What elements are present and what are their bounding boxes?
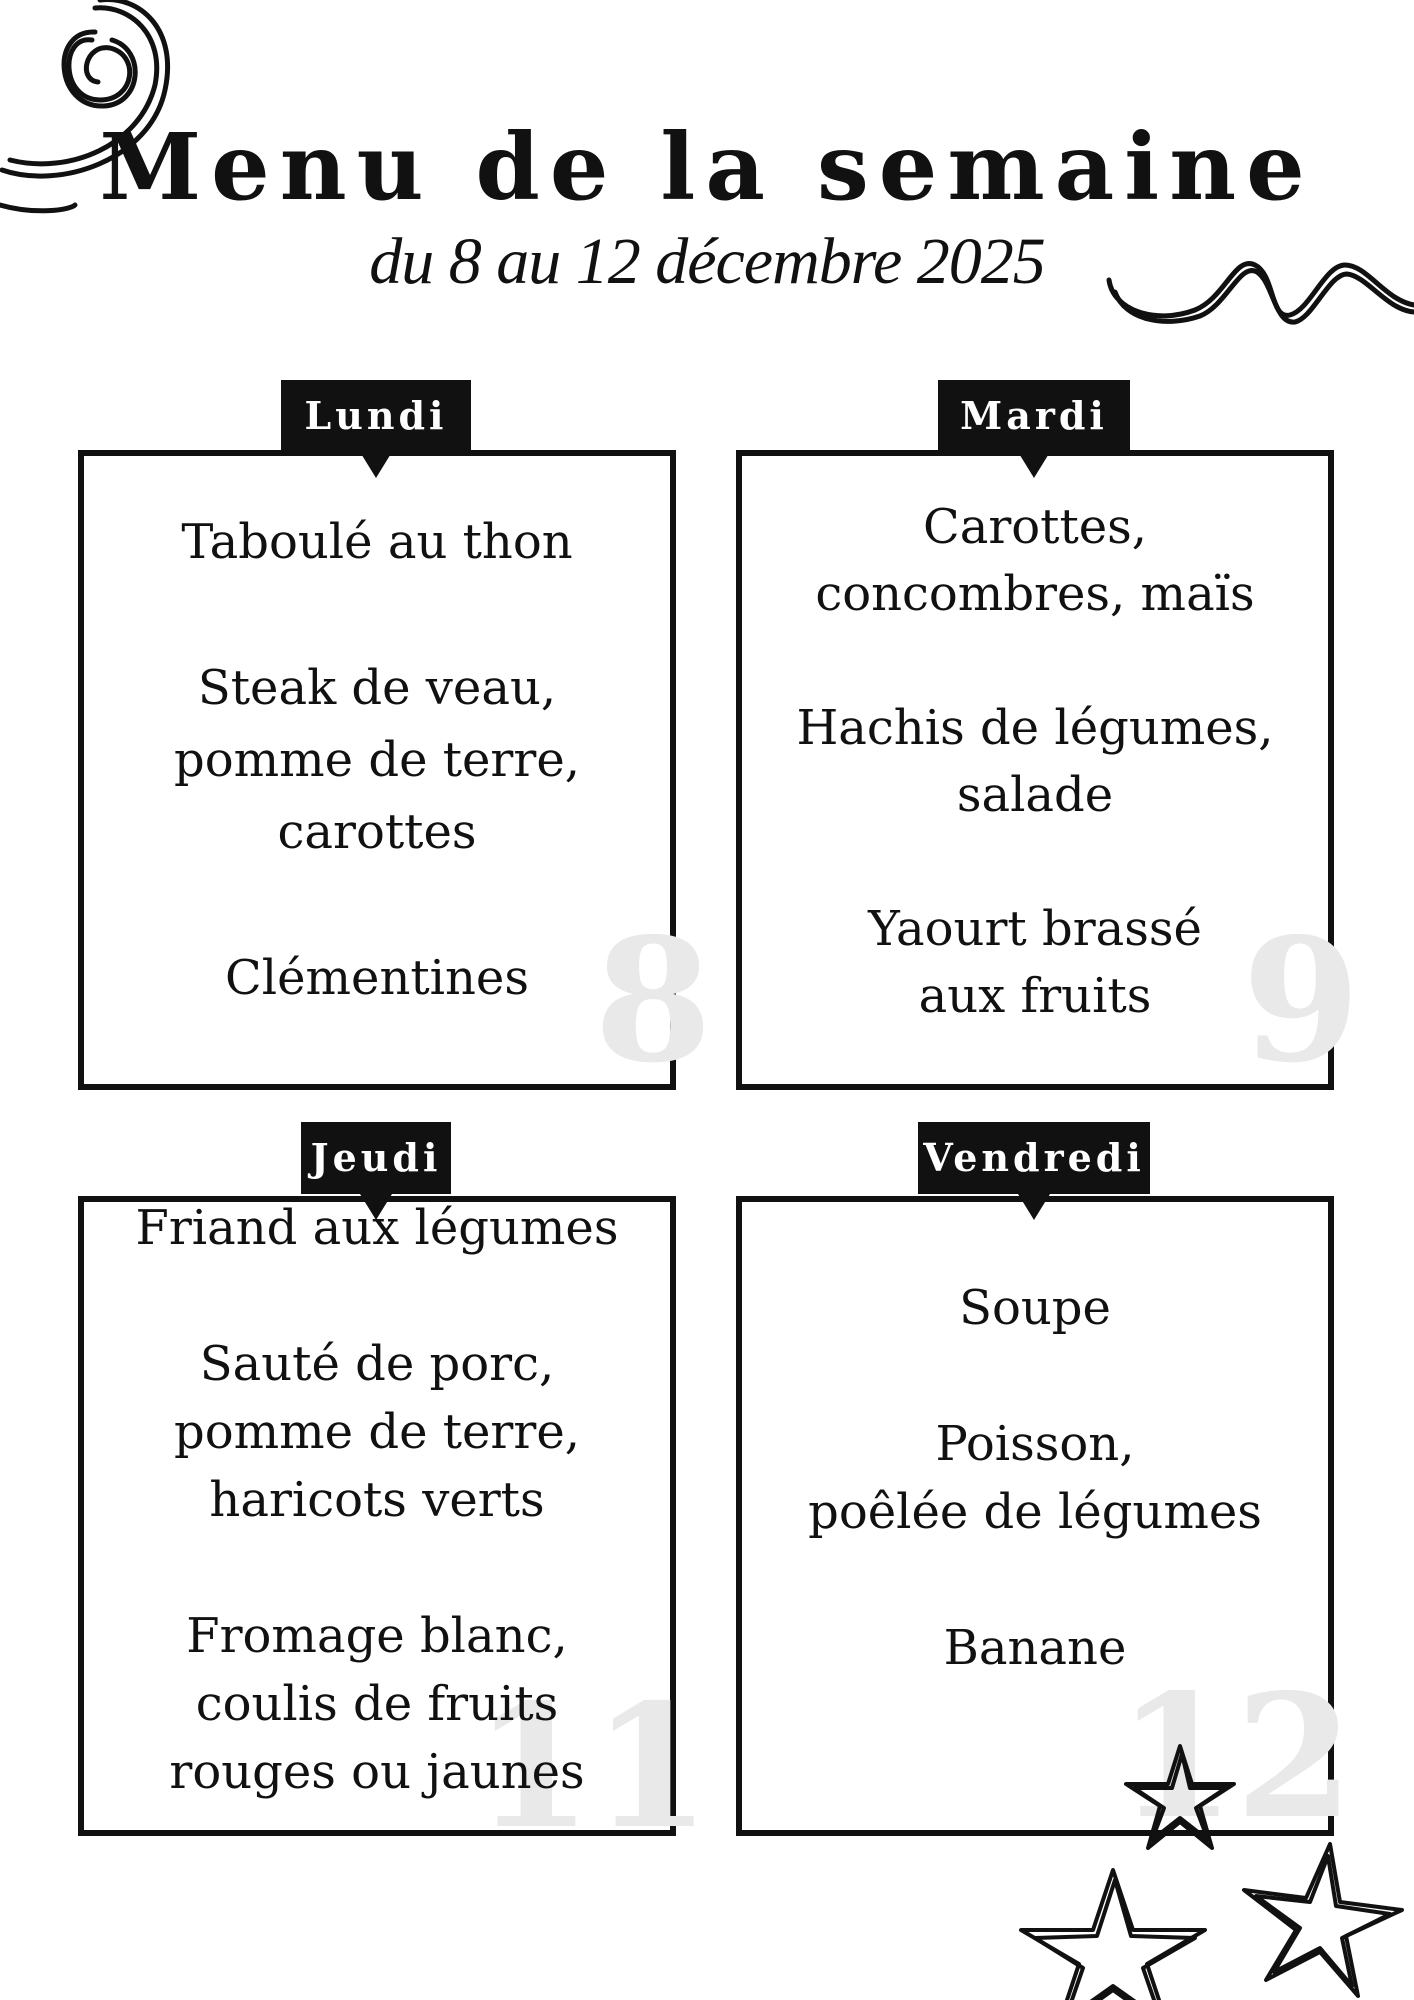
- page-subtitle: du 8 au 12 décembre 2025: [369, 225, 1045, 298]
- day-card-mardi: [736, 450, 1361, 1101]
- dish-list: [84, 506, 670, 1014]
- day-card-jeudi: [78, 1196, 711, 1867]
- dish-dessert: Yaourt brassé aux fruits: [868, 901, 1202, 1024]
- dish-main: Steak de veau, pomme de terre, carottes: [174, 660, 580, 860]
- dish-starter: Taboulé au thon: [181, 514, 573, 570]
- dish-main: Sauté de porc, pomme de terre, haricots verts: [174, 1336, 580, 1528]
- dish-starter: Friand aux légumes: [135, 1200, 619, 1256]
- star-icon: [1120, 1740, 1240, 1860]
- dish-main: Hachis de légumes, salade: [796, 700, 1274, 823]
- dish-main: Poisson, poêlée de légumes: [808, 1416, 1262, 1540]
- day-card-lundi: [78, 450, 713, 1101]
- dish-dessert: Fromage blanc, coulis de fruits rouges ou jaunes: [169, 1608, 585, 1800]
- star-icon: [1230, 1840, 1414, 2000]
- day-tag-jeudi: Jeudi: [301, 1122, 451, 1194]
- dish-starter: Soupe: [959, 1280, 1111, 1336]
- dish-list: [84, 1194, 670, 1806]
- day-card-vendredi: [736, 1196, 1354, 1857]
- star-icon: [1035, 1860, 1225, 2000]
- day-number: 8: [594, 901, 713, 1101]
- dish-list: [742, 1274, 1328, 1682]
- page-title: Menu de la semaine: [99, 113, 1315, 221]
- day-number: 12: [1117, 1657, 1354, 1857]
- dish-list: [742, 494, 1328, 1030]
- dish-starter: Carottes, concombres, maïs: [815, 499, 1255, 622]
- dish-dessert: Banane: [943, 1620, 1127, 1676]
- day-number: 9: [1242, 901, 1361, 1101]
- day-tag-mardi: Mardi: [938, 380, 1130, 452]
- day-number: 11: [474, 1667, 711, 1867]
- day-tag-lundi: Lundi: [281, 380, 471, 452]
- day-tag-vendredi: Vendredi: [918, 1122, 1150, 1194]
- dish-dessert: Clémentines: [225, 950, 529, 1006]
